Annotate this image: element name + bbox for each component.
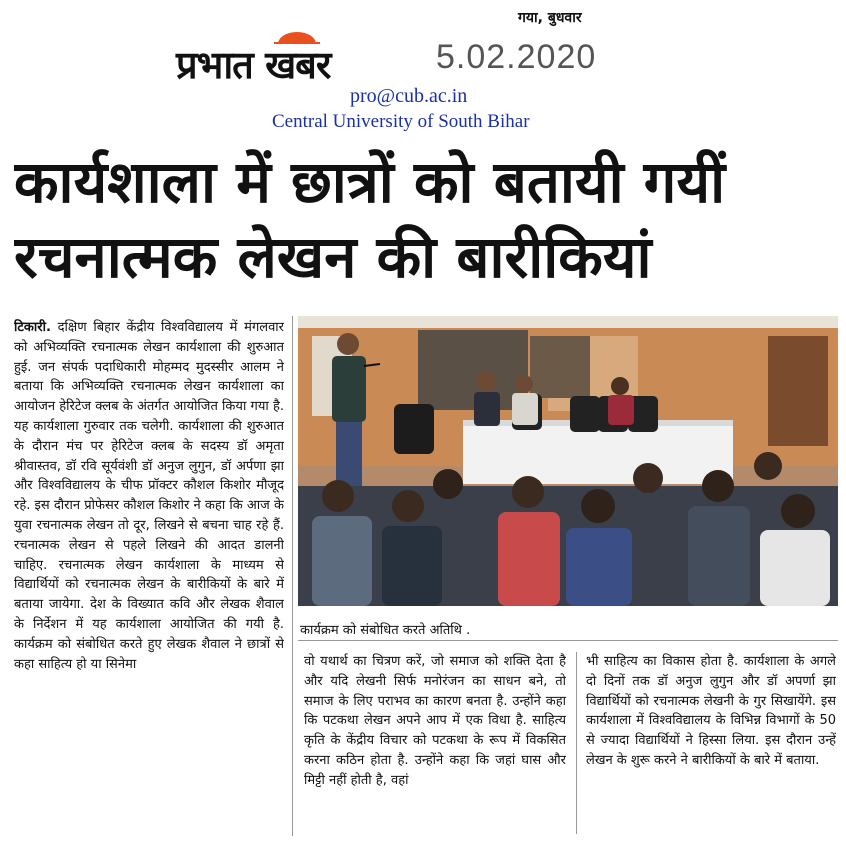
headline-line-1: कार्यशाला में छात्रों को बतायी गयीं [14,148,726,216]
event-photo [298,316,838,606]
newspaper-logo [176,30,416,86]
masthead [0,0,846,150]
headline-line-2: रचनात्मक लेखन की बारीकियां [14,223,652,291]
caption-divider [298,640,838,641]
column-divider [576,652,577,834]
column-1-text: दक्षिण बिहार केंद्रीय विश्वविद्यालय में मंगलवार को अभिव्यक्ति रचनात्मक लेखन कार्यशाला की शुरुआत हुई. जन संपर्क पदाधिकारी मोहम्मद मुदस्सीर आलम ने बताया कि अभिव्यक्ति रचनात्मक लेखन कार्यशाला का आयोजन हेरिटेज क्लब के अंतर्गत आयोजित किया गया है. यह कार्यशाला गुरुवार तक चलेगी. कार्यशाला की शुरुआत के दौरान मंच पर हेरिटेज क्लब के सदस्य डॉ अमृता श्रीवास्तव, डॉ रवि सूर्यवंशी डॉ अनुज लुगुन, डॉ अर्पणा झा और विश्वविद्यालय के चीफ प्रॉक्टर कौशल किशोर मौजूद रहे. इस दौरान प्रोफेसर कौशल किशोर ने कहा कि आज के युवा रचनात्मक लेखन तो दूर, लिखने से बचना चाह रहे हैं. रचनात्मक लेखन से पहले लिखने की आदत डालनी चाहिए. रचनात्मक लेखन कार्यशाला के माध्यम से विद्यार्थियों को रचनात्मक लेखन के बारीकियों के बारे में बताया जायेगा. देश के विख्यात कवि और लेखक शैवाल के निर्देशन में यह कार्यशाला आयोजित की गयी है. कार्यक्रम को संबोधित करते हुए लेखक शैवाल ने छात्रों से कहा साहित्य हो या सिनेमा [14,320,284,672]
city-day: गया, बुधवार [518,10,582,26]
dateline: टिकारी. [14,320,51,335]
column-divider [292,316,293,836]
event-photo-illustration [298,316,838,606]
article-column-3: भी साहित्य का विकास होता है. कार्यशाला के अगले दो दिनों तक डॉ अनुज लुगुन और डॉ अपर्णा झा विद्यार्थियों को रचनात्मक लेखनी के गुर सिखायेंगे. इस कार्यशाला में विश्वविद्यालय के विभिन्न विभागों के 50 से ज्यादा विद्यार्थियों ने हिस्सा लिया. इस दौरान उन्हें लेखन के शुरू करने ने बारीकियों के बारे में बताया. [586,654,836,768]
photo-caption: कार्यक्रम को संबोधित करते अतिथि . [300,623,471,638]
logo-text: प्रभात खबर [176,43,331,87]
article-column-1 [14,318,284,836]
edition-date: 5.02.2020 [436,38,597,76]
email-address: pro@cub.ac.in [350,85,468,107]
university-name: Central University of South Bihar [272,111,530,132]
article-column-2: वो यथार्थ का चित्रण करें, जो समाज को शक्ति देता है और यदि लेखनी सिर्फ मनोरंजन का साधन बने, तो समाज के लिए पराभव का कारण बनता है. उन्होंने कहा कि पटकथा लेखन अपने आप में एक विधा है. साहित्य कृति के केंद्रीय विचार को पटकथा के रूप में विकसित करना कठिन होता है. उन्होंने कहा कि जहां घास और मिट्टी नहीं होती है, वहां [304,654,566,788]
